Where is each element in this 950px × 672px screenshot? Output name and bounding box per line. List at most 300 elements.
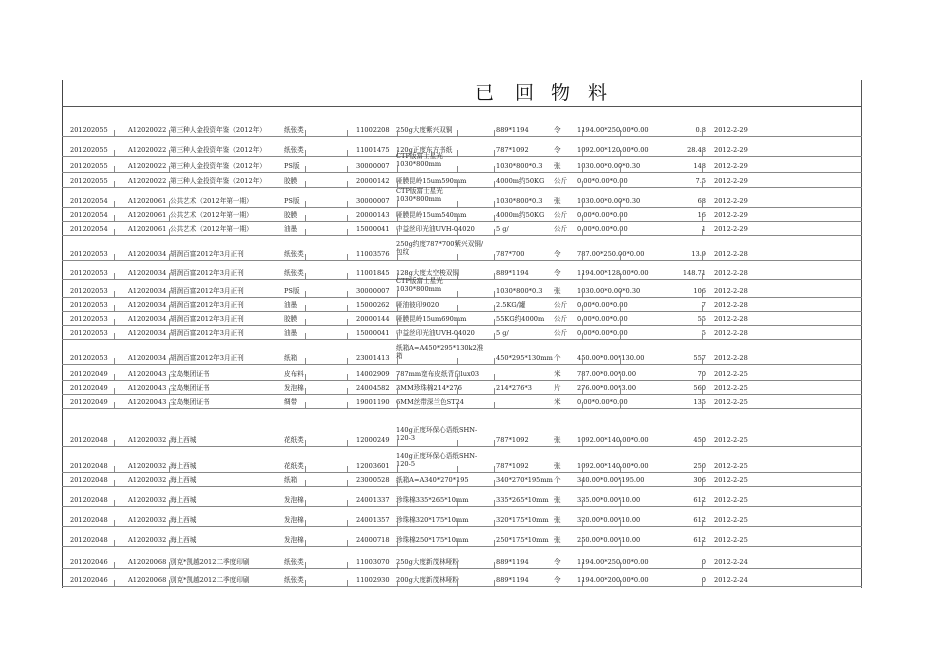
table-row xyxy=(62,390,862,408)
cell-unit: 令 xyxy=(554,146,561,154)
cell-spec: 214*276*3 xyxy=(496,384,532,392)
cell-cat: 纸箱 xyxy=(284,354,298,362)
title-char: 物 xyxy=(551,82,571,104)
cell-date: 2012-2-24 xyxy=(714,558,748,566)
column-divider xyxy=(347,402,348,408)
cell-code: A12020034 xyxy=(128,315,167,323)
cell-price: 335.00*0.00*10.00 xyxy=(577,496,641,504)
cell-unit: 个 xyxy=(554,354,561,362)
table-row xyxy=(62,342,862,364)
table-row xyxy=(62,414,862,446)
cell-date: 2012-2-29 xyxy=(714,126,748,134)
column-divider xyxy=(457,580,458,586)
cell-name: 公共艺术（2012年第一期） xyxy=(170,225,253,233)
cell-id: 201202055 xyxy=(70,177,108,185)
cell-price: 0.00*0.00*0.00 xyxy=(577,211,628,219)
cell-id: 201202046 xyxy=(70,558,108,566)
cell-code: A12020034 xyxy=(128,329,167,337)
cell-date: 2012-2-29 xyxy=(714,177,748,185)
cell-id: 201202055 xyxy=(70,126,108,134)
cell-name: 胡润百富2012年3月正刊 xyxy=(170,287,244,295)
cell-qty: 16 xyxy=(697,211,706,219)
cell-num: 14002909 xyxy=(356,370,390,378)
cell-num: 19001190 xyxy=(356,398,390,406)
cell-mat: 200g大度新茂林哑粉 xyxy=(396,576,459,584)
cell-code: A12020034 xyxy=(128,301,167,309)
column-divider xyxy=(620,181,621,187)
column-divider xyxy=(620,402,621,408)
cell-name: 宝岛集团证书 xyxy=(170,370,210,378)
title-char: 已 xyxy=(475,82,495,104)
cell-code: A12020068 xyxy=(128,576,167,584)
cell-qty: 28.48 xyxy=(687,146,706,154)
cell-spec: 4000m约50KG xyxy=(496,177,545,185)
cell-name: 海上西城 xyxy=(170,496,197,504)
cell-date: 2012-2-28 xyxy=(714,269,748,277)
cell-name: 胡润百富2012年3月正刊 xyxy=(170,315,244,323)
cell-num: 30000007 xyxy=(356,162,390,170)
cell-price: 0.00*0.00*0.00 xyxy=(577,177,628,185)
cell-name: 胡润百富2012年3月正刊 xyxy=(170,250,244,258)
table-row xyxy=(62,544,862,568)
cell-code: A12020022 xyxy=(128,177,167,185)
row-divider xyxy=(62,339,862,340)
cell-unit: 令 xyxy=(554,269,561,277)
cell-price: 0.00*0.00*0.00 xyxy=(577,301,628,309)
cell-qty: 148.71 xyxy=(682,269,706,277)
cell-name: 胡润百富2012年3月正刊 xyxy=(170,269,244,277)
cell-unit: 米 xyxy=(554,370,561,378)
cell-cat: 油墨 xyxy=(284,301,298,309)
cell-unit: 令 xyxy=(554,576,561,584)
cell-mat: 128g大度太空梭双铜 xyxy=(396,269,459,277)
cell-name: 海上西城 xyxy=(170,462,197,470)
cell-qty: 148 xyxy=(693,162,706,170)
cell-mat: CTP版富士星光1030*800mm xyxy=(396,152,443,168)
cell-id: 201202048 xyxy=(70,516,108,524)
cell-mat: CTP版富士星光1030*800mm xyxy=(396,277,443,293)
cell-spec: 5 g/ xyxy=(496,225,509,233)
cell-name: 第三种人金投资年鉴（2012年） xyxy=(170,177,266,185)
cell-qty: 0.8 xyxy=(695,126,706,134)
cell-unit: 张 xyxy=(554,462,561,470)
table-row xyxy=(62,217,862,235)
cell-qty: 55 xyxy=(697,315,706,323)
cell-id: 201202048 xyxy=(70,476,108,484)
cell-code: A12020022 xyxy=(128,146,167,154)
cell-spec: 250*175*10mm xyxy=(496,536,549,544)
column-divider xyxy=(702,580,703,586)
column-divider xyxy=(582,181,583,187)
cell-qty: 612 xyxy=(693,496,706,504)
cell-spec: 55KG约4000m xyxy=(496,315,545,323)
cell-date: 2012-2-28 xyxy=(714,315,748,323)
cell-date: 2012-2-25 xyxy=(714,476,748,484)
cell-cat: 纸张类 xyxy=(284,250,304,258)
cell-price: 0.00*0.00*0.00 xyxy=(577,315,628,323)
cell-mat: 珍珠棉250*175*10mm xyxy=(396,536,469,544)
cell-date: 2012-2-25 xyxy=(714,370,748,378)
cell-price: 1194.00*128.00*0.00 xyxy=(577,269,649,277)
cell-id: 201202054 xyxy=(70,225,108,233)
cell-cat: 油墨 xyxy=(284,225,298,233)
cell-price: 1092.00*140.00*0.00 xyxy=(577,436,649,444)
cell-unit: 片 xyxy=(554,384,561,392)
cell-cat: 油墨 xyxy=(284,329,298,337)
cell-unit: 公斤 xyxy=(554,315,568,323)
cell-mat: 787mm宽布皮纸背白lux03 xyxy=(396,370,480,378)
cell-num: 15000041 xyxy=(356,329,390,337)
cell-cat: 纸张类 xyxy=(284,126,304,134)
cell-id: 201202053 xyxy=(70,269,108,277)
cell-code: A12020034 xyxy=(128,287,167,295)
cell-name: 公共艺术（2012年第一期） xyxy=(170,197,253,205)
cell-num: 12000249 xyxy=(356,436,390,444)
cell-qty: 450 xyxy=(693,436,706,444)
cell-date: 2012-2-29 xyxy=(714,162,748,170)
cell-price: 1030.00*0.00*0.30 xyxy=(577,287,641,295)
cell-date: 2012-2-28 xyxy=(714,329,748,337)
cell-id: 201202054 xyxy=(70,197,108,205)
cell-id: 201202049 xyxy=(70,384,108,392)
cell-price: 0.00*0.00*0.00 xyxy=(577,329,628,337)
cell-qty: 560 xyxy=(693,384,706,392)
cell-code: A12020043 xyxy=(128,370,167,378)
cell-id: 201202053 xyxy=(70,315,108,323)
cell-spec: 335*265*10mm xyxy=(496,496,549,504)
cell-mat: 250g大度新茂林哑粉 xyxy=(396,558,459,566)
cell-mat: 哑油彼印9020 xyxy=(396,301,440,309)
cell-price: 1030.00*0.00*0.30 xyxy=(577,197,641,205)
column-divider xyxy=(169,580,170,586)
cell-spec: 889*1194 xyxy=(496,576,529,584)
cell-name: 海上西城 xyxy=(170,476,197,484)
cell-name: 胡润百富2012年3月正刊 xyxy=(170,301,244,309)
cell-name: 胡润百富2012年3月正刊 xyxy=(170,354,244,362)
cell-num: 20000142 xyxy=(356,177,390,185)
cell-num: 11003070 xyxy=(356,558,390,566)
cell-code: A12020034 xyxy=(128,269,167,277)
cell-unit: 张 xyxy=(554,516,561,524)
cell-code: A12020032 xyxy=(128,476,167,484)
cell-qty: 106 xyxy=(693,287,706,295)
cell-name: 海上西城 xyxy=(170,536,197,544)
column-divider xyxy=(305,333,306,339)
cell-date: 2012-2-28 xyxy=(714,250,748,258)
cell-spec: 340*270*195mm xyxy=(496,476,553,484)
cell-mat: 珍珠棉335*265*10mm xyxy=(396,496,469,504)
cell-unit: 张 xyxy=(554,287,561,295)
cell-spec: 787*1092 xyxy=(496,146,529,154)
cell-name: 海上西城 xyxy=(170,436,197,444)
cell-num: 12003601 xyxy=(356,462,390,470)
cell-qty: 1 xyxy=(701,225,706,233)
cell-name: 第三种人金投资年鉴（2012年） xyxy=(170,126,266,134)
column-divider xyxy=(397,580,398,586)
cell-date: 2012-2-25 xyxy=(714,536,748,544)
cell-price: 276.00*0.00*3.00 xyxy=(577,384,637,392)
cell-cat: 胶膜 xyxy=(284,211,298,219)
cell-id: 201202048 xyxy=(70,436,108,444)
cell-price: 1092.00*140.00*0.00 xyxy=(577,462,649,470)
column-divider xyxy=(702,181,703,187)
cell-name: 宝岛集团证书 xyxy=(170,398,210,406)
cell-cat: PS版 xyxy=(284,287,300,295)
cell-unit: 公斤 xyxy=(554,301,568,309)
cell-cat: PS版 xyxy=(284,197,300,205)
cell-id: 201202048 xyxy=(70,496,108,504)
table-row xyxy=(62,321,862,339)
title-char: 回 xyxy=(515,82,535,104)
cell-mat: 120g正度东方书纸 xyxy=(396,146,453,154)
cell-qty: 70 xyxy=(697,370,706,378)
cell-num: 11003576 xyxy=(356,250,390,258)
cell-mat: 中益丝印光油UVH-04020 xyxy=(396,329,475,337)
column-divider xyxy=(347,580,348,586)
column-divider xyxy=(702,402,703,408)
cell-date: 2012-2-25 xyxy=(714,398,748,406)
cell-code: A12020034 xyxy=(128,250,167,258)
cell-qty: 0 xyxy=(701,576,706,584)
cell-spec: 1030*800*0.3 xyxy=(496,162,543,170)
cell-price: 450.00*0.00*130.00 xyxy=(577,354,645,362)
cell-code: A12020034 xyxy=(128,354,167,362)
column-divider xyxy=(582,580,583,586)
cell-price: 1194.00*250.00*0.00 xyxy=(577,558,649,566)
cell-num: 20000143 xyxy=(356,211,390,219)
cell-name: 第三种人金投资年鉴（2012年） xyxy=(170,146,266,154)
cell-qty: 5 xyxy=(701,329,706,337)
cell-name: 第三种人金投资年鉴（2012年） xyxy=(170,162,266,170)
cell-id: 201202053 xyxy=(70,287,108,295)
cell-code: A12020022 xyxy=(128,126,167,134)
table-row xyxy=(62,169,862,187)
cell-date: 2012-2-29 xyxy=(714,211,748,219)
column-divider xyxy=(397,333,398,339)
cell-id: 201202053 xyxy=(70,301,108,309)
cell-price: 1194.00*250.00*0.00 xyxy=(577,126,649,134)
cell-mat: 6MM丝带深兰色ST24 xyxy=(396,398,464,406)
cell-mat: 纸箱A=A340*270*195 xyxy=(396,476,469,484)
cell-num: 15000262 xyxy=(356,301,390,309)
cell-id: 201202055 xyxy=(70,162,108,170)
column-divider xyxy=(457,333,458,339)
column-divider xyxy=(305,580,306,586)
table-row xyxy=(62,114,862,136)
column-divider xyxy=(114,402,115,408)
cell-mat: 哑膜昆岭15um690mm xyxy=(396,315,467,323)
cell-qty: 612 xyxy=(693,516,706,524)
cell-cat: 纸张类 xyxy=(284,269,304,277)
title-char: 料 xyxy=(588,82,608,104)
cell-spec: 1030*800*0.3 xyxy=(496,287,543,295)
cell-unit: 令 xyxy=(554,558,561,566)
cell-price: 0.00*0.00*0.00 xyxy=(577,398,628,406)
cell-date: 2012-2-29 xyxy=(714,146,748,154)
cell-unit: 张 xyxy=(554,536,561,544)
cell-mat: 纸箱A=A450*295*130k2准箱 xyxy=(396,344,484,360)
column-divider xyxy=(582,402,583,408)
cell-qty: 7.5 xyxy=(695,177,706,185)
cell-id: 201202048 xyxy=(70,462,108,470)
cell-cat: 纸箱 xyxy=(284,476,298,484)
cell-date: 2012-2-25 xyxy=(714,496,748,504)
table-row xyxy=(62,504,862,526)
cell-price: 340.00*0.00*195.00 xyxy=(577,476,645,484)
cell-cat: 纸张类 xyxy=(284,146,304,154)
cell-qty: 557 xyxy=(693,354,706,362)
cell-mat: 中益丝印光油UVH-04020 xyxy=(396,225,475,233)
cell-mat: 哑膜昆岭15um540mm xyxy=(396,211,467,219)
cell-cat: 胶膜 xyxy=(284,315,298,323)
cell-cat: 发泡棉 xyxy=(284,384,304,392)
cell-unit: 个 xyxy=(554,476,561,484)
cell-mat: 3MM珍珠棉214*276 xyxy=(396,384,462,392)
cell-date: 2012-2-25 xyxy=(714,436,748,444)
cell-spec: 787*700 xyxy=(496,250,525,258)
cell-name: 公共艺术（2012年第一期） xyxy=(170,211,253,219)
cell-date: 2012-2-28 xyxy=(714,354,748,362)
cell-price: 787.00*0.00*0.00 xyxy=(577,370,637,378)
column-divider xyxy=(620,333,621,339)
column-divider xyxy=(702,333,703,339)
cell-cat: 胶膜 xyxy=(284,177,298,185)
cell-code: A12020022 xyxy=(128,162,167,170)
cell-name: 宝岛集团证书 xyxy=(170,384,210,392)
cell-date: 2012-2-28 xyxy=(714,301,748,309)
cell-id: 201202054 xyxy=(70,211,108,219)
cell-qty: 612 xyxy=(693,536,706,544)
cell-mat: 哑膜昆岭15um590mm xyxy=(396,177,467,185)
cell-id: 201202053 xyxy=(70,250,108,258)
column-divider xyxy=(494,402,495,408)
cell-num: 24001357 xyxy=(356,516,390,524)
column-divider xyxy=(114,580,115,586)
cell-spec: 4000m约50KG xyxy=(496,211,545,219)
row-divider xyxy=(62,586,862,587)
cell-price: 250.00*0.00*10.00 xyxy=(577,536,641,544)
cell-mat: 珍珠棉320*175*10mm xyxy=(396,516,469,524)
cell-cat: 纸张类 xyxy=(284,576,304,584)
cell-unit: 公斤 xyxy=(554,225,568,233)
cell-num: 30000007 xyxy=(356,197,390,205)
cell-date: 2012-2-29 xyxy=(714,225,748,233)
cell-spec: 320*175*10mm xyxy=(496,516,549,524)
cell-id: 201202053 xyxy=(70,329,108,337)
cell-cat: 绸带 xyxy=(284,398,298,406)
cell-date: 2012-2-25 xyxy=(714,462,748,470)
column-divider xyxy=(582,333,583,339)
cell-unit: 令 xyxy=(554,126,561,134)
cell-code: A12020032 xyxy=(128,462,167,470)
cell-qty: 250 xyxy=(693,462,706,470)
cell-price: 1030.00*0.00*0.30 xyxy=(577,162,641,170)
cell-spec: 2.5KG/罐 xyxy=(496,301,526,309)
cell-date: 2012-2-25 xyxy=(714,516,748,524)
cell-num: 24000718 xyxy=(356,536,390,544)
cell-unit: 米 xyxy=(554,398,561,406)
column-divider xyxy=(169,181,170,187)
cell-spec: 5 g/ xyxy=(496,329,509,337)
column-divider xyxy=(305,402,306,408)
cell-unit: 张 xyxy=(554,162,561,170)
cell-price: 1194.00*200.00*0.00 xyxy=(577,576,649,584)
table-row xyxy=(62,484,862,506)
cell-num: 23000528 xyxy=(356,476,390,484)
cell-num: 23001413 xyxy=(356,354,390,362)
cell-name: 别克*凯越2012二季度印刷 xyxy=(170,558,250,566)
cell-unit: 张 xyxy=(554,436,561,444)
cell-unit: 公斤 xyxy=(554,211,568,219)
cell-code: A12020043 xyxy=(128,384,167,392)
cell-mat: 250g大度紫兴双铜 xyxy=(396,126,453,134)
cell-cat: 发泡棉 xyxy=(284,496,304,504)
cell-qty: 68 xyxy=(697,197,706,205)
cell-date: 2012-2-24 xyxy=(714,576,748,584)
cell-code: A12020068 xyxy=(128,558,167,566)
cell-cat: 发泡棉 xyxy=(284,516,304,524)
cell-mat: 140g正度环保心语纸SHN-120-5 xyxy=(396,452,478,468)
table-row xyxy=(62,566,862,586)
cell-num: 30000007 xyxy=(356,287,390,295)
cell-mat: CTP版富士星光1030*800mm xyxy=(396,187,443,203)
cell-price: 787.00*250.00*0.00 xyxy=(577,250,645,258)
column-divider xyxy=(397,402,398,408)
column-divider xyxy=(114,333,115,339)
cell-cat: 纸张类 xyxy=(284,558,304,566)
table-row xyxy=(62,524,862,546)
cell-date: 2012-2-28 xyxy=(714,287,748,295)
cell-code: A12020032 xyxy=(128,496,167,504)
cell-mat: 140g正度环保心语纸SHN-120-3 xyxy=(396,426,478,442)
cell-id: 201202055 xyxy=(70,146,108,154)
cell-id: 201202046 xyxy=(70,576,108,584)
cell-qty: 13.9 xyxy=(691,250,706,258)
cell-unit: 公斤 xyxy=(554,177,568,185)
cell-unit: 公斤 xyxy=(554,329,568,337)
cell-spec: 1030*800*0.3 xyxy=(496,197,543,205)
column-divider xyxy=(169,333,170,339)
cell-num: 24001337 xyxy=(356,496,390,504)
cell-num: 11001845 xyxy=(356,269,390,277)
cell-unit: 张 xyxy=(554,496,561,504)
cell-num: 11002930 xyxy=(356,576,390,584)
cell-id: 201202048 xyxy=(70,536,108,544)
column-divider xyxy=(305,181,306,187)
cell-cat: 花纸类 xyxy=(284,436,304,444)
column-divider xyxy=(114,181,115,187)
column-divider xyxy=(457,402,458,408)
cell-name: 海上西城 xyxy=(170,516,197,524)
column-divider xyxy=(169,402,170,408)
cell-code: A12020032 xyxy=(128,436,167,444)
cell-price: 1092.00*120.00*0.00 xyxy=(577,146,649,154)
column-divider xyxy=(494,333,495,339)
column-divider xyxy=(347,333,348,339)
cell-spec: 889*1194 xyxy=(496,558,529,566)
cell-code: A12020043 xyxy=(128,398,167,406)
cell-num: 24004582 xyxy=(356,384,390,392)
cell-num: 15000041 xyxy=(356,225,390,233)
cell-spec: 787*1092 xyxy=(496,462,529,470)
cell-qty: 0 xyxy=(701,558,706,566)
cell-code: A12020061 xyxy=(128,225,167,233)
cell-cat: PS版 xyxy=(284,162,300,170)
cell-code: A12020032 xyxy=(128,536,167,544)
table-row xyxy=(62,257,862,279)
cell-id: 201202053 xyxy=(70,354,108,362)
cell-num: 20000144 xyxy=(356,315,390,323)
